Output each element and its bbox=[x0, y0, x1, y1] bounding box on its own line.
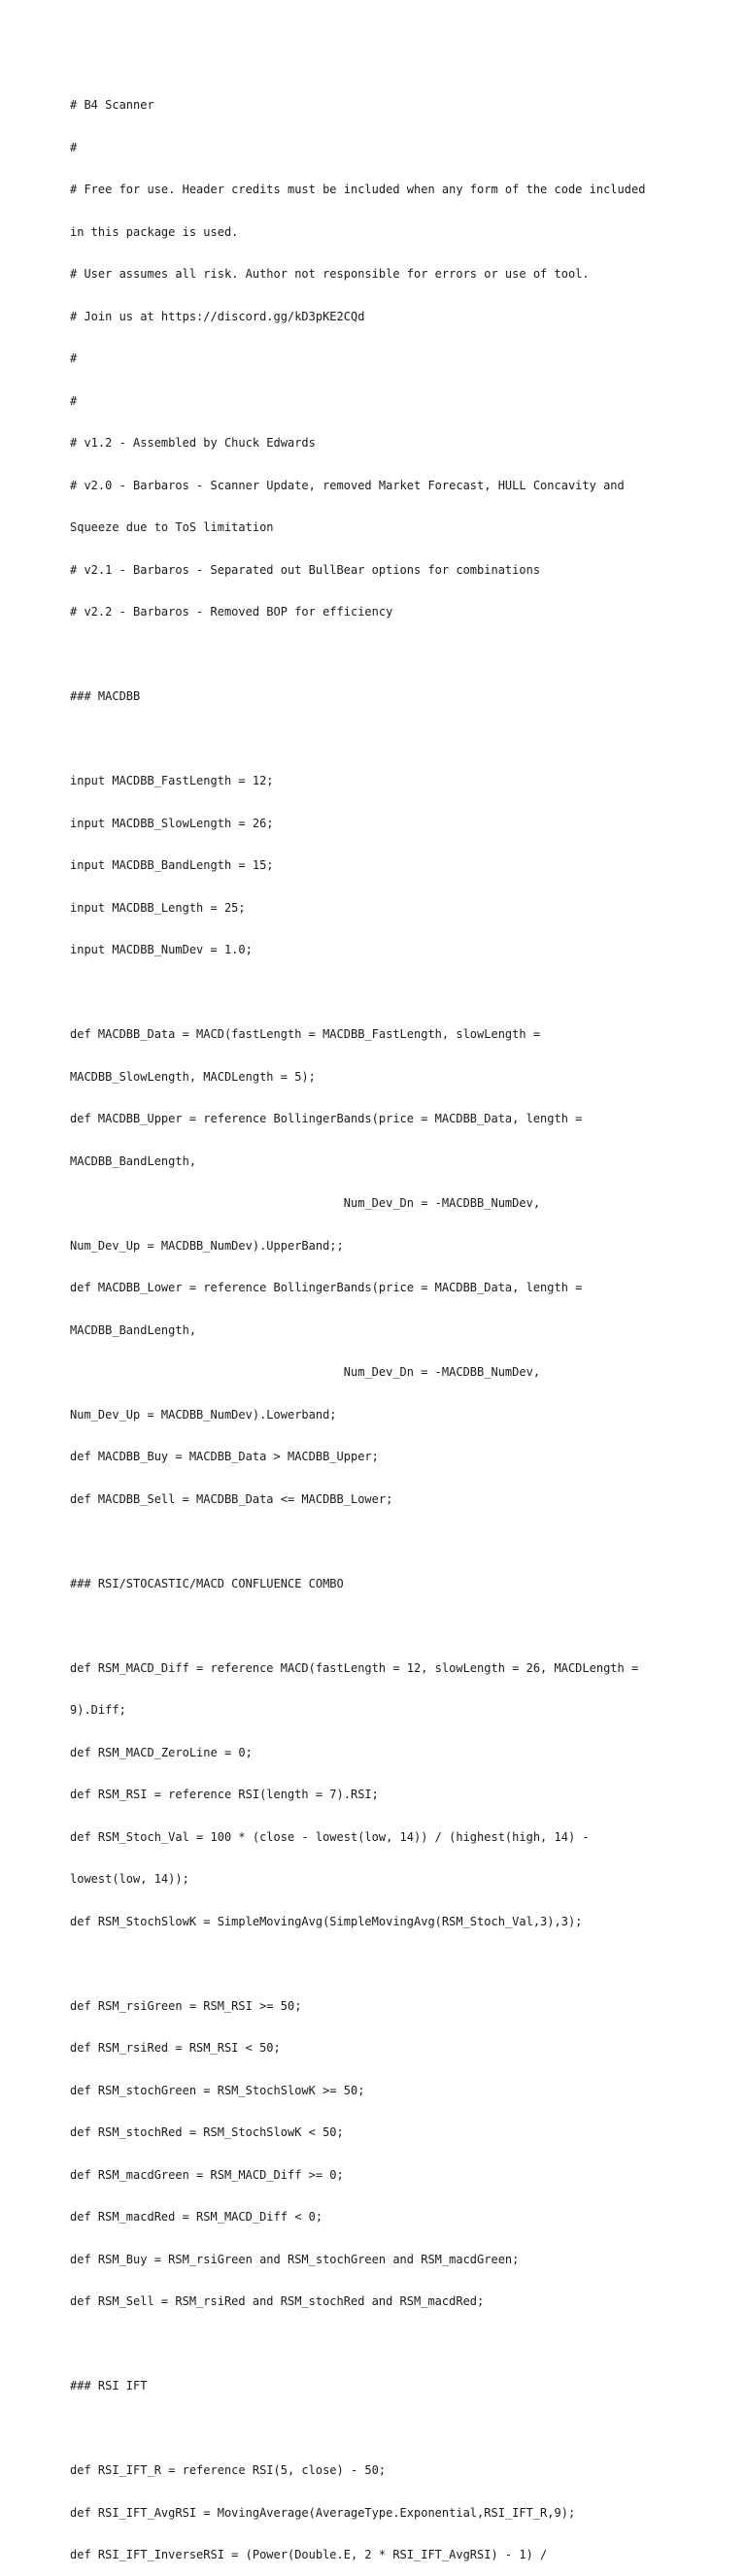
code-line: def RSM_rsiRed = RSM_RSI < 50; bbox=[70, 2041, 281, 2055]
code-line: def MACDBB_Sell = MACDBB_Data <= MACDBB_Lower; bbox=[70, 1491, 393, 1506]
code-line: Num_Dev_Dn = -MACDBB_NumDev, bbox=[70, 1365, 541, 1379]
blank-line bbox=[70, 986, 692, 1000]
blank-line bbox=[70, 1957, 692, 1971]
code-line: # bbox=[70, 140, 78, 154]
code-line: input MACDBB_NumDev = 1.0; bbox=[70, 943, 253, 956]
code-line: def MACDBB_Buy = MACDBB_Data > MACDBB_Upper; bbox=[70, 1450, 379, 1463]
code-line: def RSI_IFT_AvgRSI = MovingAverage(AverageType.Exponential,RSI_IFT_R,9); bbox=[70, 2505, 576, 2520]
section-heading: ### RSI IFT bbox=[70, 2379, 148, 2392]
code-line: def RSM_rsiGreen = RSM_RSI >= 50; bbox=[70, 1998, 302, 2013]
code-line: Num_Dev_Up = MACDBB_NumDev).Lowerband; bbox=[70, 1407, 337, 1422]
code-line: # Join us at https://discord.gg/kD3pKE2CQd bbox=[70, 309, 365, 323]
code-line: Squeeze due to ToS limitation bbox=[70, 520, 274, 534]
code-line: def MACDBB_Data = MACD(fastLength = MACDBB_FastLength, slowLength = bbox=[70, 1027, 541, 1041]
code-line: # v2.0 - Barbaros - Scanner Update, removed Market Forecast, HULL Concavity and bbox=[70, 478, 625, 492]
code-line: def RSM_Stoch_Val = 100 * (close - lowest(low, 14)) / (highest(high, 14) - bbox=[70, 1829, 590, 1844]
code-line: def RSI_IFT_R = reference RSI(5, close) - 50; bbox=[70, 2463, 387, 2477]
code-line: def RSM_macdGreen = RSM_MACD_Diff >= 0; bbox=[70, 2167, 344, 2182]
code-line: # Free for use. Header credits must be included when any form of the code included bbox=[70, 183, 646, 196]
code-line: # B4 Scanner bbox=[70, 98, 154, 112]
code-line: 9).Diff; bbox=[70, 1703, 126, 1717]
blank-line bbox=[70, 732, 692, 747]
code-line: MACDBB_BandLength, bbox=[70, 1154, 197, 1168]
code-line: # bbox=[70, 393, 78, 408]
code-line: # v1.2 - Assembled by Chuck Edwards bbox=[70, 436, 316, 450]
blank-line bbox=[70, 1619, 692, 1633]
code-line: def RSM_stochRed = RSM_StochSlowK < 50; bbox=[70, 2125, 344, 2139]
code-line: input MACDBB_Length = 25; bbox=[70, 900, 246, 915]
code-line: def RSM_macdRed = RSM_MACD_Diff < 0; bbox=[70, 2210, 323, 2224]
blank-line bbox=[70, 1534, 692, 1549]
blank-line bbox=[70, 2337, 692, 2352]
code-line: MACDBB_SlowLength, MACDLength = 5); bbox=[70, 1069, 316, 1084]
code-line: input MACDBB_SlowLength = 26; bbox=[70, 816, 274, 830]
code-line: def RSI_IFT_InverseRSI = (Power(Double.E, 2 * RSI_IFT_AvgRSI) - 1) / bbox=[70, 2548, 548, 2561]
code-line: def MACDBB_Upper = reference BollingerBands(price = MACDBB_Data, length = bbox=[70, 1112, 583, 1125]
code-line: Num_Dev_Up = MACDBB_NumDev).UpperBand;; bbox=[70, 1238, 344, 1253]
code-document bbox=[70, 70, 692, 2576]
code-line: def RSM_RSI = reference RSI(length = 7).RSI; bbox=[70, 1788, 379, 1801]
code-line: # v2.2 - Barbaros - Removed BOP for efficiency bbox=[70, 605, 393, 619]
code-line: input MACDBB_BandLength = 15; bbox=[70, 858, 274, 872]
code-line: def RSM_stochGreen = RSM_StochSlowK >= 50; bbox=[70, 2083, 365, 2097]
blank-line bbox=[70, 648, 692, 662]
code-line: def RSM_MACD_Diff = reference MACD(fastLength = 12, slowLength = 26, MACDLength = bbox=[70, 1660, 639, 1675]
code-line: lowest(low, 14)); bbox=[70, 1872, 189, 1886]
code-line: def RSM_MACD_ZeroLine = 0; bbox=[70, 1745, 253, 1759]
blank-line bbox=[70, 2422, 692, 2436]
code-line: def RSM_Buy = RSM_rsiGreen and RSM_stochGreen and RSM_macdGreen; bbox=[70, 2252, 520, 2266]
code-line: # User assumes all risk. Author not responsible for errors or use of tool. bbox=[70, 267, 590, 281]
code-line: input MACDBB_FastLength = 12; bbox=[70, 774, 274, 787]
code-line: in this package is used. bbox=[70, 224, 239, 239]
section-heading: ### MACDBB bbox=[70, 689, 141, 703]
code-line: # v2.1 - Barbaros - Separated out BullBear options for combinations bbox=[70, 562, 541, 577]
code-line: # bbox=[70, 351, 78, 365]
code-line: MACDBB_BandLength, bbox=[70, 1322, 197, 1337]
code-line: def RSM_Sell = RSM_rsiRed and RSM_stochRed and RSM_macdRed; bbox=[70, 2294, 485, 2308]
section-heading: ### RSI/STOCASTIC/MACD CONFLUENCE COMBO bbox=[70, 1576, 344, 1590]
code-line: def MACDBB_Lower = reference BollingerBands(price = MACDBB_Data, length = bbox=[70, 1281, 583, 1294]
code-line: def RSM_StochSlowK = SimpleMovingAvg(SimpleMovingAvg(RSM_Stoch_Val,3),3); bbox=[70, 1914, 583, 1928]
code-line: Num_Dev_Dn = -MACDBB_NumDev, bbox=[70, 1196, 541, 1210]
